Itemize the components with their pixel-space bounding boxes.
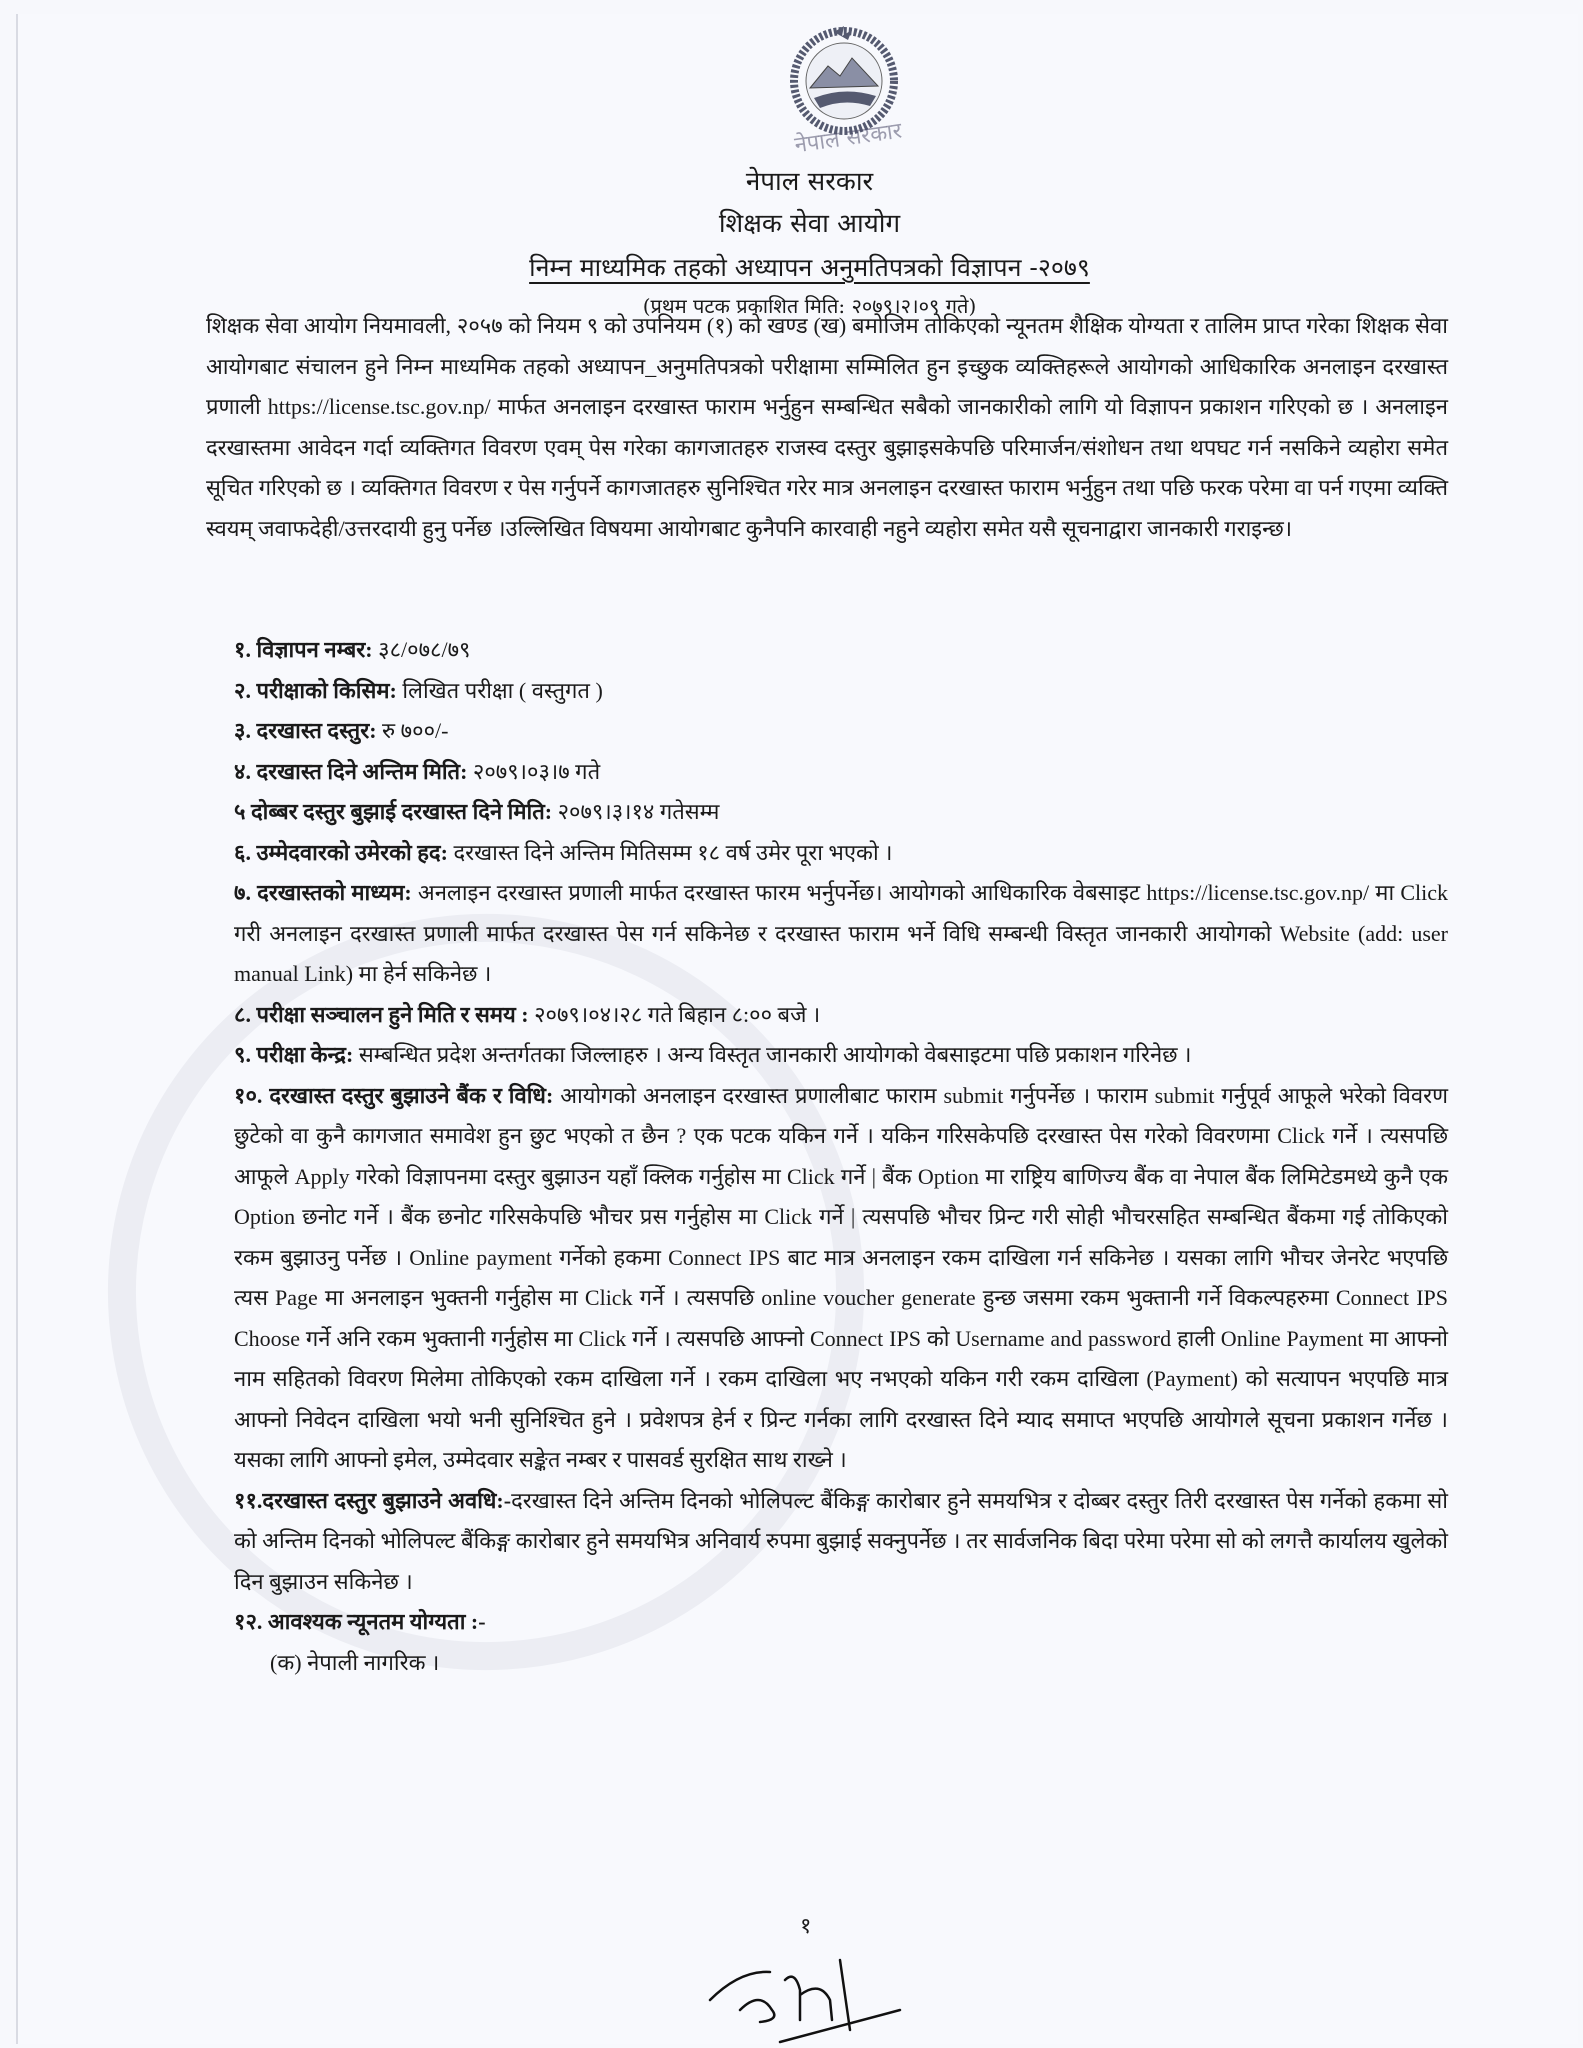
item-text: २०७९।०४।२८ गते बिहान ८:०० बजे । [534,1001,821,1027]
item-text: २०७९।३।१४ गतेसम्म [557,799,720,824]
item-text: आयोगको अनलाइन दरखास्त प्रणालीबाट फाराम submit गर्नुपर्नेछ । फाराम submit गर्नुपूर्व आफूले भरेको विवरण छुटेको वा कुनै कागजात समावेश हुन छुट भएको त छैन ? एक पटक यकिन गर्ने । यकिन गरिसकेपछि दरखास्त पेस गरेको विवरणमा Click गर्ने । त्यसपछि आफूले Apply गरेको विज्ञापनमा दस्तुर बुझाउन यहाँ क्लिक गर्नुहोस मा Click गर्ने | बैंक Option मा राष्ट्रिय बाणिज्य बैंक वा नेपाल बैंक लिमिटेडमध्ये कुनै एक Option छनोट गर्ने । बैंक छनोट गरिसकेपछि भौचर प्रस गर्नुहोस मा Click गर्ने | त्यसपछि भौचर प्रिन्ट गरी सोही भौचरसहित सम्बन्धित बैंकमा गई तोकिएको रकम बुझाउनु पर्नेछ । Online payment गर्नेको हकमा Connect IPS बाट मात्र अनलाइन रकम दाखिला गर्न सकिनेछ । यसका लागि भौचर जेनरेट भएपछि त्यस Page मा अनलाइन भुक्तनी गर्नुहोस मा Click गर्ने । त्यसपछि online voucher generate हुन्छ जसमा रकम भुक्तानी गर्ने विकल्पहरुमा Connect IPS Choose गर्ने अनि रकम भुक्तानी गर्नुहोस मा Click गर्ने । त्यसपछि आफ्नो Connect IPS को Username and password हाली Online Payment मा आफ्नो नाम सहितको विवरण मिलेमा तोकिएको रकम दाखिला गर्ने । रकम दाखिला भए नभएको यकिन गरी रकम दाखिला (Payment) को सत्यापन भएपछि मात्र आफ्नो निवेदन दाखिला भयो भनी सुनिश्चित हुने । प्रवेशपत्र हेर्न र प्रिन्ट गर्नका लागि दरखास्त दिने म्याद समाप्त भएपछि आयोगले सूचना प्रकाशन गर्नेछ । यसका लागि आफ्नो इमेल, उम्मेदवार सङ्केत नम्बर र पासवर्ड सुरक्षित साथ राख्ने । [234,1082,1448,1472]
notice-title-text: निम्न माध्यमिक तहको अध्यापन अनुमतिपत्रको विज्ञापन -२०७९ [529,253,1090,282]
item-text: ३८/०७८/७९ [378,637,471,662]
office-heading: शिक्षक सेवा आयोग [718,209,901,239]
publish-date: (प्रथम पटक प्रकाशित मिति: २०७९।२।०९ गते) [642,294,977,318]
notice-item-11 [234,1481,1448,1603]
item-label: दरखास्त दस्तुर बुझाउने अवधि:- [262,1487,512,1513]
item-label: आवश्यक न्यूनतम योग्यता :- [267,1609,486,1634]
item-label: दरखास्त दस्तुर बुझाउने बैंक र विधि: [269,1082,554,1108]
item-number: ६. [234,839,251,865]
item-text: सम्बन्धित प्रदेश अन्तर्गतका जिल्लाहरु । अन्य विस्तृत जानकारी आयोगको वेबसाइटमा पछि प्रकाशन गरिनेछ । [358,1042,1192,1067]
item-number: ५ [234,799,246,824]
item-label: विज्ञापन नम्बर: [256,637,373,662]
item-label: परीक्षाको किसिम: [256,677,397,703]
item-label: दरखास्त दिने अन्तिम मिति: [256,758,468,784]
notice-item-2 [234,671,1448,712]
item-number: ७. [234,880,251,905]
sub-item-ka [234,1643,1448,1684]
notice-item-5 [234,792,1448,833]
item-label: परीक्षा सञ्चालन हुने मिति र समय : [256,1001,529,1027]
notice-item-3 [234,711,1448,752]
notice-item-9 [234,1035,1448,1076]
item-label: दोब्बर दस्तुर बुझाई दरखास्त दिने मिति: [250,799,553,824]
item-label: परीक्षा केन्द्र: [256,1042,354,1067]
notice-item-6 [234,833,1448,874]
page-number: १ [800,1914,812,1939]
item-number: १२. [234,1609,263,1634]
notice-item-7 [234,873,1448,995]
notice-item-8 [234,995,1448,1036]
item-number: ८. [234,1001,251,1027]
item-number: ९. [234,1042,251,1067]
stamp-text: नेपाल सरकार [793,118,904,159]
intro-paragraph: शिक्षक सेवा आयोग नियमावली, २०५७ को नियम ९ को उपनियम (१) को खण्ड (ख) बमोजिम तोकिएको न्यूनतम शैक्षिक योग्यता र तालिम प्राप्त गरेका शिक्षक सेवा आयोगबाट संचालन हुने निम्न माध्यमिक तहको अध्यापन_अनुमतिपत्रको परीक्षामा सम्मिलित हुन इच्छुक व्यक्तिहरूले आयोगको आधिकारिक अनलाइन दरखास्त प्रणाली https://license.tsc.gov.np/ मार्फत अनलाइन दरखास्त फाराम भर्नुहुन सम्बन्धित सबैको जानकारीको लागि यो विज्ञापन प्रकाशन गरिएको छ । अनलाइन दरखास्तमा आवेदन गर्दा व्यक्तिगत विवरण एवम् पेस गरेका कागजातहरु राजस्व दस्तुर बुझाइसकेपछि परिमार्जन/संशोधन तथा थपघट गर्न नसकिने व्यहोरा समेत सूचित गरिएको छ । व्यक्तिगत विवरण र पेस गर्नुपर्ने कागजातहरु सुनिश्चित गरेर मात्र अनलाइन दरखास्त फाराम भर्नुहुन तथा पछि फरक परेमा वा पर्न गएमा व्यक्ति स्वयम् जवाफदेही/उत्तरदायी हुनु पर्नेछ ।उल्लिखित विषयमा आयोगबाट कुनैपनि कारवाही नहुने व्यहोरा समेत यसै सूचनाद्वारा जानकारी गराइन्छ। [206,313,1448,541]
sub-item-text: नेपाली नागरिक । [307,1649,440,1675]
item-text: २०७९।०३।७ गते [472,758,601,784]
signature-icon [700,1950,940,2048]
item-number: १. [234,637,251,662]
notice-item-12 [234,1602,1448,1643]
item-label: दरखास्तको माध्यम: [257,880,412,905]
item-label: उम्मेदवारको उमेरको हद: [256,839,448,865]
notice-item-10 [234,1076,1448,1481]
item-number: ३. [234,718,251,743]
item-number: ४. [234,758,251,784]
sub-item-marker: (क) [270,1649,302,1675]
item-text: लिखित परीक्षा ( वस्तुगत ) [402,677,603,703]
notice-title [18,250,1583,284]
notice-items [234,630,1448,1683]
notice-item-4 [234,752,1448,793]
item-text: दरखास्त दिने अन्तिम मितिसम्म १८ वर्ष उमेर पूरा भएको । [453,839,893,865]
item-text: रु ७००/- [382,718,449,743]
item-number: ११. [234,1487,263,1513]
item-text: अनलाइन दरखास्त प्रणाली मार्फत दरखास्त फारम भर्नुपर्नेछ। आयोगको आधिकारिक वेबसाइट https://license.tsc.gov.np/ मा Click गरी अनलाइन दरखास्त प्रणाली मार्फत दरखास्त पेस गर्न सकिनेछ र दरखास्त फाराम भर्ने विधि सम्बन्धी विस्तृत जानकारी आयोगको Website (add: user manual Link) मा हेर्न सकिनेछ । [234,880,1448,986]
notice-item-1 [234,630,1448,671]
government-heading: नेपाल सरकार [745,167,874,197]
item-text: दरखास्त दिने अन्तिम दिनको भोलिपल्ट बैंकिङ्ग कारोबार हुने समयभित्र र दोब्बर दस्तुर तिरी दरखास्त पेस गर्नेको हकमा सो को अन्तिम दिनको भोलिपल्ट बैंकिङ्ग कारोबार हुने समयभित्र अनिवार्य रुपमा बुझाई सक्नुपर्नेछ । तर सार्वजनिक बिदा परेमा परेमा सो को लगत्तै कार्यालय खुलेको दिन बुझाउन सकिनेछ । [234,1487,1448,1594]
item-number: १०. [234,1082,263,1108]
item-number: २. [234,677,251,703]
item-label: दरखास्त दस्तुर: [256,718,377,743]
